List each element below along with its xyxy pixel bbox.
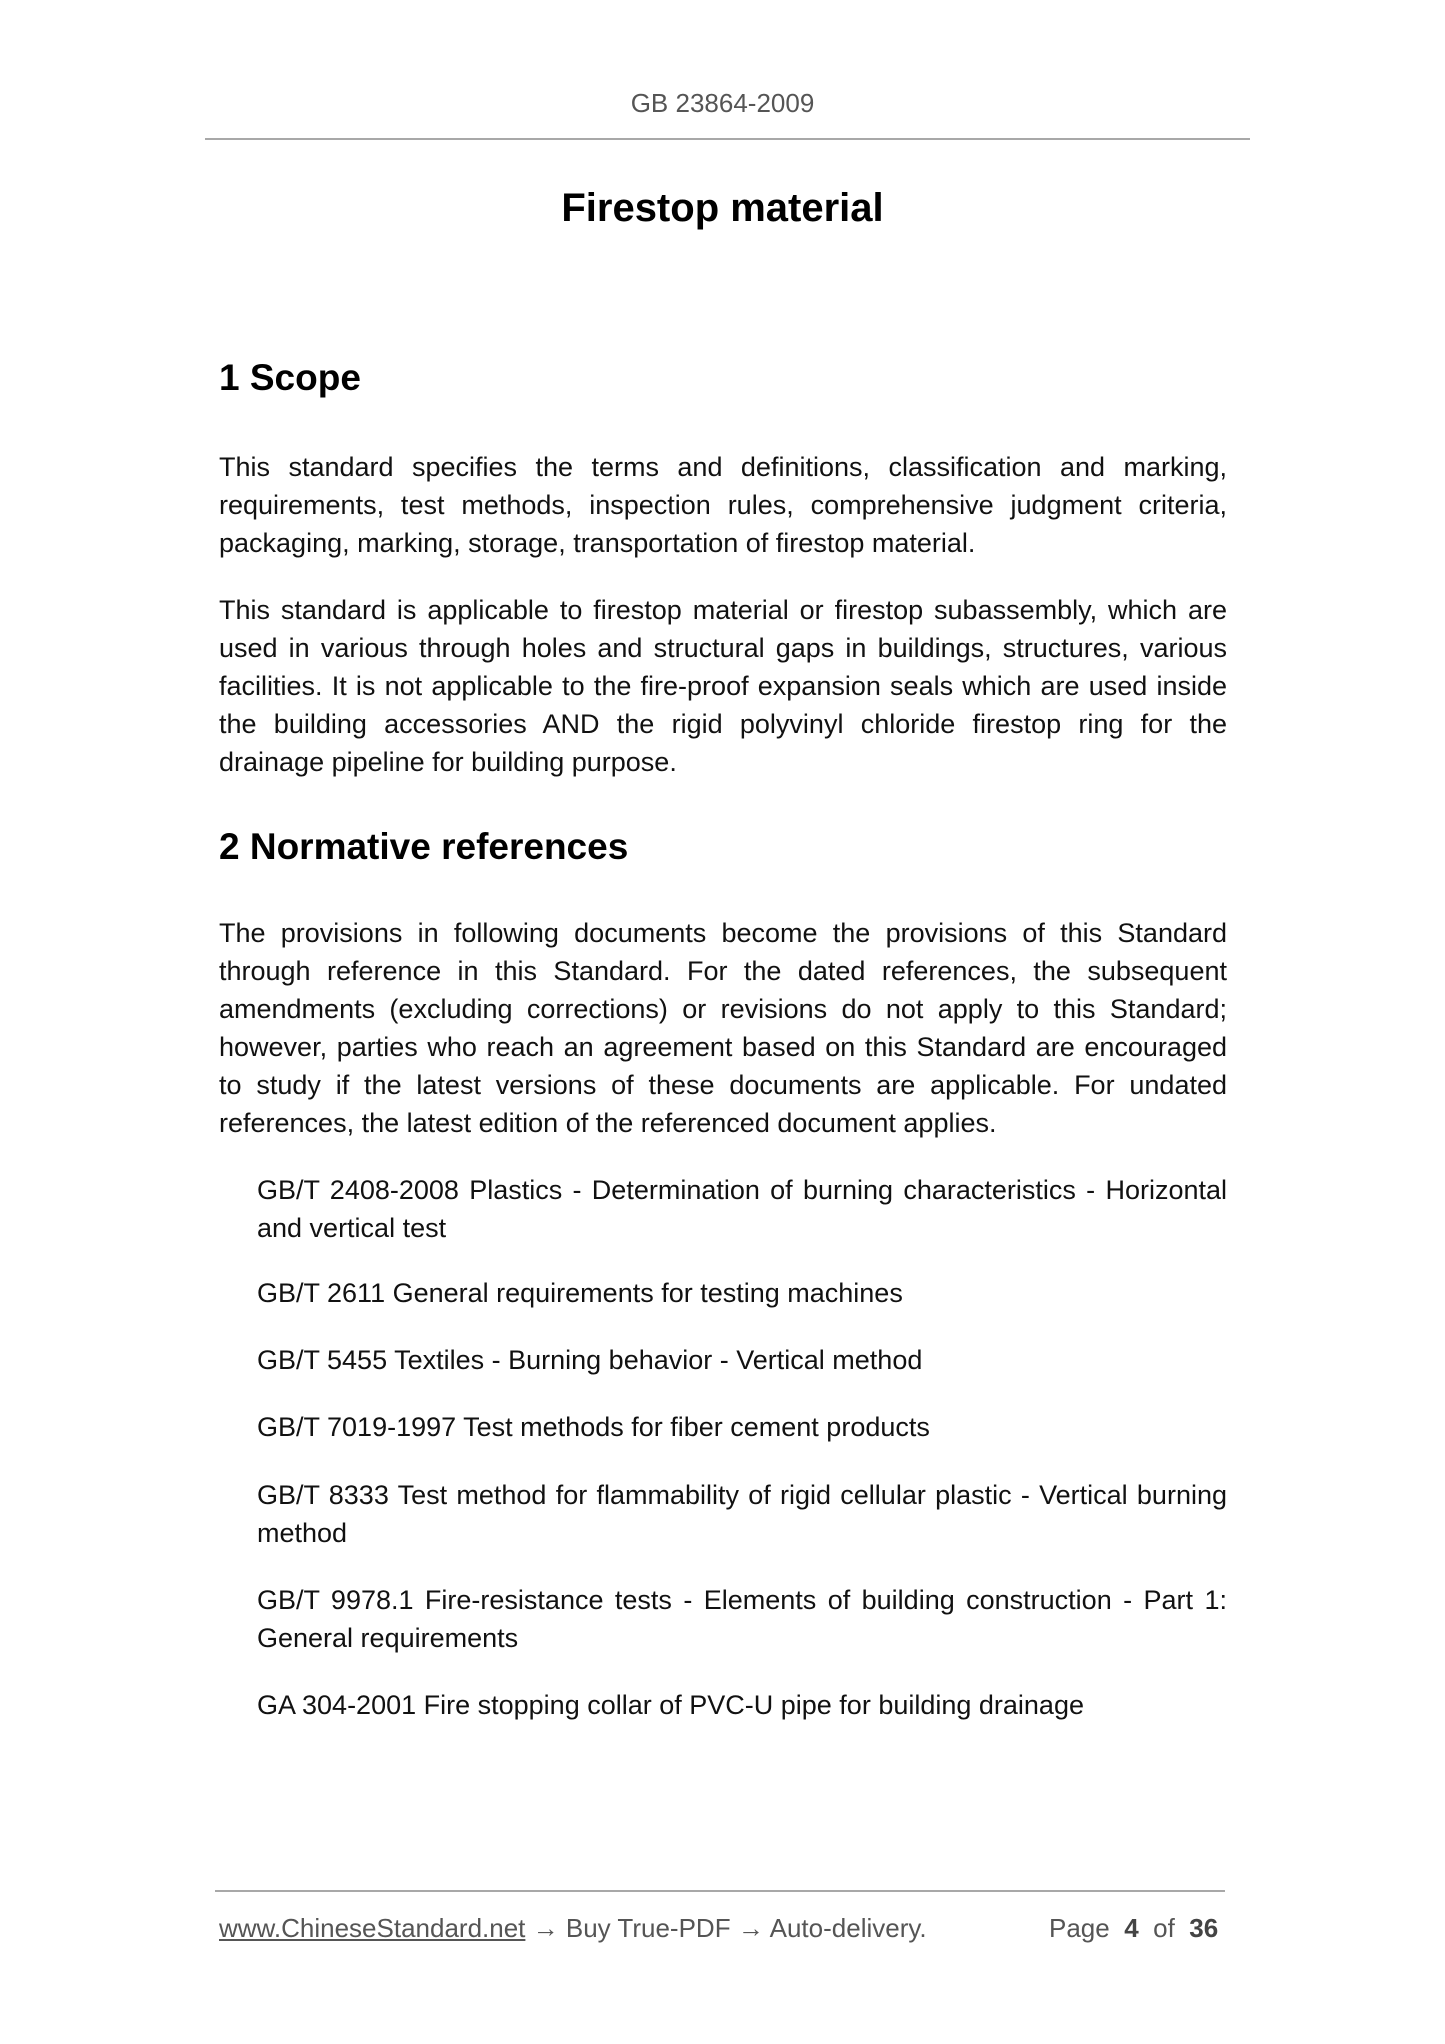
reference-item: GB/T 2408-2008 Plastics - Determination of burning characteristics - Horizontal and vertical test	[257, 1175, 1227, 1243]
header-divider	[205, 138, 1250, 140]
reference-item: GA 304-2001 Fire stopping collar of PVC-U pipe for building drainage	[257, 1690, 1084, 1720]
arrow-right-icon: →	[532, 1913, 559, 1943]
reference-item: GB/T 7019-1997 Test methods for fiber cement products	[257, 1412, 930, 1442]
running-header: GB 23864-2009	[630, 88, 815, 118]
reference-item: GB/T 8333 Test method for flammability of rigid cellular plastic - Vertical burning method	[257, 1480, 1227, 1548]
reference-item: GB/T 5455 Textiles - Burning behavior - Vertical method	[257, 1345, 923, 1375]
page-total: 36	[1189, 1913, 1219, 1943]
document-title: Firestop material	[561, 186, 884, 230]
footer-divider	[215, 1890, 1225, 1892]
scope-paragraph-1: This standard specifies the terms and definitions, classification and marking, requirements, test methods, inspection rules, comprehensive judgment criteria, packaging, marking, storage, transportation of firestop material.	[219, 452, 1227, 558]
page-label: Page	[1049, 1913, 1110, 1943]
page-number	[1049, 1913, 1218, 1943]
buy-true-pdf-text: Buy True-PDF	[565, 1913, 731, 1943]
chinesestandard-link[interactable]: www.ChineseStandard.net	[219, 1913, 526, 1943]
page-of-label: of	[1153, 1913, 1175, 1943]
reference-item: GB/T 2611 General requirements for testing machines	[257, 1278, 903, 1308]
page-current: 4	[1124, 1913, 1139, 1943]
arrow-right-icon: →	[737, 1913, 764, 1943]
reference-item: GB/T 9978.1 Fire-resistance tests - Elements of building construction - Part 1: General requirements	[257, 1585, 1227, 1653]
section-heading-scope: 1 Scope	[219, 357, 361, 398]
normative-references-paragraph: The provisions in following documents become the provisions of this Standard through reference in this Standard. For the dated references, the subsequent amendments (excluding corrections) or revisions do not apply to this Standard; however, parties who reach an agreement based on this Standard are encouraged to study if the latest versions of these documents are applicable. For undated references, the latest edition of the referenced document applies.	[219, 918, 1227, 1138]
scope-paragraph-2: This standard is applicable to firestop material or firestop subassembly, which are used in various through holes and structural gaps in buildings, structures, various facilities. It is not applicable to the fire-proof expansion seals which are used inside the building accessories AND the rigid polyvinyl chloride firestop ring for the drainage pipeline for building purpose.	[219, 595, 1227, 777]
auto-delivery-text: Auto-delivery.	[769, 1913, 927, 1943]
section-heading-normative-references: 2 Normative references	[219, 826, 629, 867]
